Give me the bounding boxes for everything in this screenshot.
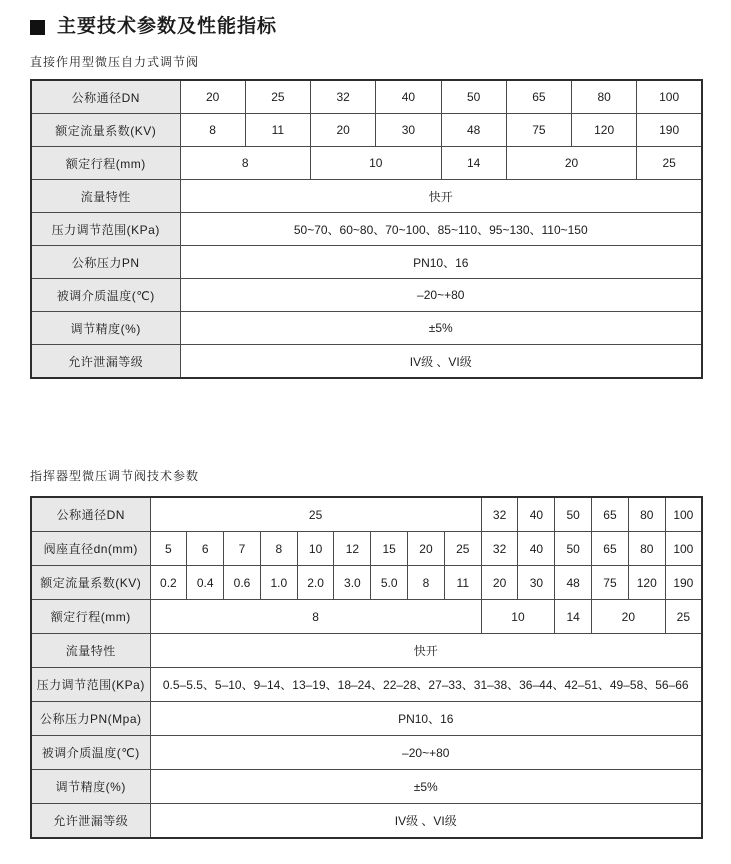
value-cell: 0.6	[224, 566, 261, 600]
table2-subtitle: 指挥器型微压调节阀技术参数	[30, 469, 200, 483]
value-cell: 0.2	[150, 566, 187, 600]
row-label: 调节精度(%)	[31, 770, 150, 804]
value-cell: 8	[180, 114, 245, 147]
value-cell: 75	[506, 114, 571, 147]
value-cell: 2.0	[297, 566, 334, 600]
value-cell: 8	[408, 566, 445, 600]
value-cell: 30	[518, 566, 555, 600]
value-cell: 65	[592, 532, 629, 566]
value-cell: 80	[628, 497, 665, 532]
value-cell: 120	[572, 114, 637, 147]
row-label: 调节精度(%)	[31, 312, 180, 345]
table-row	[31, 770, 702, 804]
value-cell: 75	[592, 566, 629, 600]
row-label: 公称压力PN(Mpa)	[31, 702, 150, 736]
value-cell: 65	[506, 80, 571, 114]
row-label: 额定行程(mm)	[31, 600, 150, 634]
value-cell: 25	[665, 600, 702, 634]
value-cell: –20~+80	[150, 736, 702, 770]
row-label: 额定行程(mm)	[31, 147, 180, 180]
value-cell: 1.0	[260, 566, 297, 600]
value-cell: 40	[518, 497, 555, 532]
value-cell: 50	[441, 80, 506, 114]
value-cell: 40	[376, 80, 441, 114]
value-cell: 32	[481, 532, 518, 566]
value-cell: 3.0	[334, 566, 371, 600]
value-cell: 25	[245, 80, 310, 114]
row-label: 阀座直径dn(mm)	[31, 532, 150, 566]
table-row	[31, 702, 702, 736]
value-cell: 8	[260, 532, 297, 566]
value-cell: 40	[518, 532, 555, 566]
value-cell: 20	[481, 566, 518, 600]
table-row	[31, 804, 702, 839]
value-cell: 5.0	[371, 566, 408, 600]
value-cell: 25	[637, 147, 702, 180]
value-cell: 100	[637, 80, 702, 114]
value-cell: IV级 、VI级	[180, 345, 702, 379]
table-row	[31, 147, 702, 180]
row-label: 流量特性	[31, 634, 150, 668]
value-cell: 7	[224, 532, 261, 566]
value-cell: 48	[441, 114, 506, 147]
row-label: 公称压力PN	[31, 246, 180, 279]
table-row	[31, 668, 702, 702]
value-cell: 25	[444, 532, 481, 566]
value-cell: 100	[665, 497, 702, 532]
table-row	[31, 246, 702, 279]
value-cell: 14	[555, 600, 592, 634]
table-row	[31, 180, 702, 213]
row-label: 压力调节范围(KPa)	[31, 668, 150, 702]
table-row	[31, 566, 702, 600]
value-cell: 50	[555, 497, 592, 532]
value-cell: 20	[506, 147, 637, 180]
value-cell: 32	[481, 497, 518, 532]
value-cell: 20	[311, 114, 376, 147]
page-title: 主要技术参数及性能指标	[57, 16, 278, 37]
value-cell: 80	[628, 532, 665, 566]
value-cell: 8	[180, 147, 311, 180]
value-cell: 5	[150, 532, 187, 566]
row-label: 额定流量系数(KV)	[31, 114, 180, 147]
value-cell: IV级 、VI级	[150, 804, 702, 839]
value-cell: 0.4	[187, 566, 224, 600]
value-cell: 8	[150, 600, 481, 634]
value-cell: 20	[592, 600, 666, 634]
table-row	[31, 114, 702, 147]
value-cell: 10	[297, 532, 334, 566]
value-cell: 30	[376, 114, 441, 147]
pilot-operated-valve-table	[30, 496, 703, 839]
value-cell: 80	[572, 80, 637, 114]
value-cell: 32	[311, 80, 376, 114]
row-label: 允许泄漏等级	[31, 345, 180, 379]
black-square-icon	[30, 20, 45, 35]
table-row	[31, 345, 702, 379]
direct-acting-valve-table	[30, 79, 703, 379]
value-cell: 65	[592, 497, 629, 532]
table-row	[31, 279, 702, 312]
table-row	[31, 736, 702, 770]
value-cell: 50	[555, 532, 592, 566]
row-label: 额定流量系数(KV)	[31, 566, 150, 600]
value-cell: 14	[441, 147, 506, 180]
row-label: 公称通径DN	[31, 80, 180, 114]
value-cell: 11	[444, 566, 481, 600]
row-label: 允许泄漏等级	[31, 804, 150, 839]
value-cell: 10	[481, 600, 555, 634]
value-cell: –20~+80	[180, 279, 702, 312]
section-title	[30, 15, 703, 39]
table-row	[31, 213, 702, 246]
row-label: 被调介质温度(℃)	[31, 736, 150, 770]
value-cell: 20	[180, 80, 245, 114]
table-row	[31, 600, 702, 634]
value-cell: 10	[311, 147, 442, 180]
table-row	[31, 634, 702, 668]
value-cell: 快开	[150, 634, 702, 668]
value-cell: 0.5–5.5、5–10、9–14、13–19、18–24、22–28、27–33、31–38、36–44、42–51、49–58、56–66	[150, 668, 702, 702]
value-cell: 120	[628, 566, 665, 600]
table-row	[31, 312, 702, 345]
value-cell: 25	[150, 497, 481, 532]
row-label: 被调介质温度(℃)	[31, 279, 180, 312]
value-cell: 6	[187, 532, 224, 566]
value-cell: PN10、16	[180, 246, 702, 279]
table1-subtitle: 直接作用型微压自力式调节阀	[30, 55, 200, 69]
row-label: 公称通径DN	[31, 497, 150, 532]
value-cell: 100	[665, 532, 702, 566]
value-cell: 190	[637, 114, 702, 147]
value-cell: ±5%	[180, 312, 702, 345]
row-label: 压力调节范围(KPa)	[31, 213, 180, 246]
value-cell: PN10、16	[150, 702, 702, 736]
value-cell: 48	[555, 566, 592, 600]
value-cell: 50~70、60~80、70~100、85~110、95~130、110~150	[180, 213, 702, 246]
value-cell: 15	[371, 532, 408, 566]
value-cell: 11	[245, 114, 310, 147]
table-row	[31, 80, 702, 114]
value-cell: 12	[334, 532, 371, 566]
table-row	[31, 497, 702, 532]
value-cell: 20	[408, 532, 445, 566]
value-cell: 快开	[180, 180, 702, 213]
value-cell: ±5%	[150, 770, 702, 804]
table-row	[31, 532, 702, 566]
row-label: 流量特性	[31, 180, 180, 213]
value-cell: 190	[665, 566, 702, 600]
